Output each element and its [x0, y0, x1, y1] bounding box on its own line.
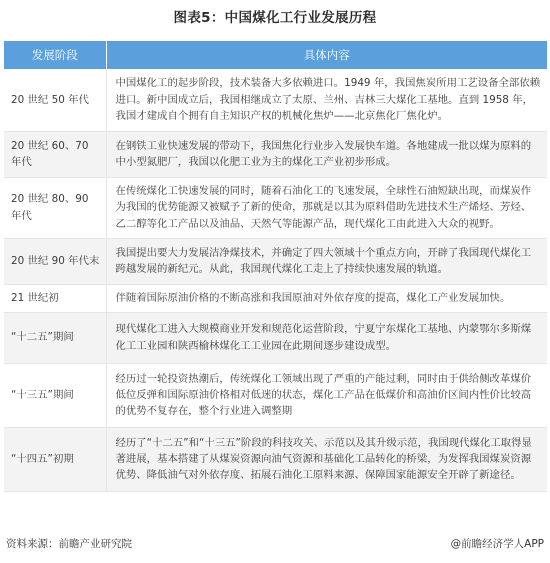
row-content: 在钢铁工业快速发展的带动下，我国焦化行业步入发展快车道。各地建成一批以煤为原料的中小型氮肥厂，我国以化肥工业为主的煤化工产业初步形成。	[106, 131, 547, 177]
table-header-row	[4, 41, 547, 69]
table-row	[4, 427, 547, 491]
brand-credit: @前瞻经济学人APP	[450, 538, 544, 550]
development-history-table	[4, 41, 547, 492]
row-stage: “十四五”初期	[4, 427, 106, 491]
header-content: 具体内容	[106, 41, 547, 69]
row-content: 现代煤化工进入大规模商业开发和规范化运营阶段，宁夏宁东煤化工基地、内蒙鄂尔多斯煤化工工业园和陕西榆林煤化工工业园在此期间逐步建设成型。	[106, 312, 547, 363]
row-content: 经历过一轮投资热潮后，传统煤化工领域出现了严重的产能过剩，同时由于供给侧改革煤价低位反弹和国际原油价格相对低迷的状态，煤化工产品在低煤价和高油价区间内性价比较高的优势不复存在，整个行业进入调整期	[106, 363, 547, 427]
row-content: 经历了“十二五”和“十三五”阶段的科技攻关、示范以及其升级示范，我国现代煤化工取得显著进展，基本搭建了从煤炭资源向油气资源和基础化工品转化的桥梁，为发挥我国煤炭资源优势、降低油气对外依存度、拓展石油化工原料来源、保障国家能源安全开辟了新途径。	[106, 427, 547, 491]
row-content: 我国提出要大力发展洁净煤技术，并确定了四大领域十个重点方向，开辟了我国现代煤化工跨越发展的新纪元。从此，我国现代煤化工走上了持续快速发展的轨道。	[106, 238, 547, 284]
row-content: 在传统煤化工快速发展的同时，随着石油化工的飞速发展，全球性石油短缺出现，而煤炭作为我国的优势能源又被赋予了新的使命，那就是以其为原料借助先进技术生产烯烃、芳烃、乙二醇等化工产品以及油品、天然气等能源产品，现代煤化工由此进入大众的视野。	[106, 177, 547, 238]
table-row	[4, 177, 547, 238]
row-stage: 20 世纪 80、90 年代	[4, 177, 106, 238]
row-stage: 20 世纪 50 年代	[4, 69, 106, 131]
row-content: 中国煤化工的起步阶段，技术装备大多依赖进口。1949 年，我国焦炭所用工艺设备全部依赖进口。新中国成立后，我国相继成立了太原、兰州、吉林三大煤化工基地。直到 1958 年，我国才建成自个拥有自主知识产权的机械化焦炉——北京焦化厂焦化炉。	[106, 69, 547, 131]
source-note: 资料来源：前瞻产业研究院	[6, 538, 132, 550]
header-stage: 发展阶段	[4, 41, 106, 69]
chart-title: 图表5：中国煤化工行业发展历程	[173, 10, 377, 26]
table-row	[4, 69, 547, 131]
table-row	[4, 238, 547, 284]
row-content: 伴随着国际原油价格的不断高涨和我国原油对外依存度的提高，煤化工产业发展加快。	[106, 284, 547, 312]
row-stage: 20 世纪 60、70 年代	[4, 131, 106, 177]
row-stage: “十三五”期间	[4, 363, 106, 427]
row-stage: 20 世纪 90 年代末	[4, 238, 106, 284]
table-row	[4, 131, 547, 177]
table-row	[4, 363, 547, 427]
row-stage: “十二五”期间	[4, 312, 106, 363]
table-row	[4, 312, 547, 363]
table-row	[4, 284, 547, 312]
row-stage: 21 世纪初	[4, 284, 106, 312]
